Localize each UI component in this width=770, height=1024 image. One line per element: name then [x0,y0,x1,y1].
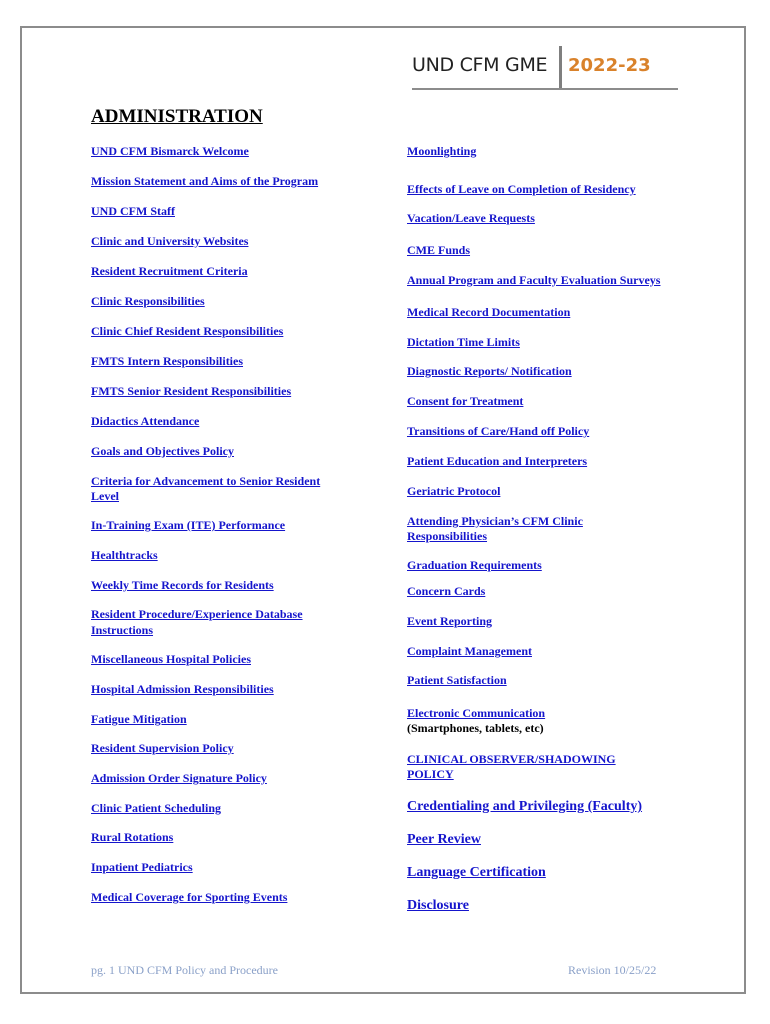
link-vacation-leave[interactable]: Vacation/Leave Requests [407,211,535,225]
header-title: UND CFM GME [412,54,548,76]
link-hospital-admission[interactable]: Hospital Admission Responsibilities [91,682,274,696]
link-admission-order-signature[interactable]: Admission Order Signature Policy [91,771,267,785]
link-criteria-advancement-line2[interactable]: Level [91,489,119,503]
link-clinical-observer-line2[interactable]: POLICY [407,767,454,781]
link-fmts-senior-resident[interactable]: FMTS Senior Resident Responsibilities [91,384,292,398]
link-inpatient-pediatrics[interactable]: Inpatient Pediatrics [91,860,193,874]
link-patient-education[interactable]: Patient Education and Interpreters [407,454,588,468]
link-clinic-chief-resident[interactable]: Clinic Chief Resident Responsibilities [91,324,284,338]
link-und-cfm-bismarck-welcome[interactable]: UND CFM Bismarck Welcome [91,144,249,158]
link-disclosure[interactable]: Disclosure [407,898,469,913]
link-diagnostic-reports[interactable]: Diagnostic Reports/ Notification [407,364,572,378]
link-consent-for-treatment[interactable]: Consent for Treatment [407,394,524,408]
link-transitions-of-care[interactable]: Transitions of Care/Hand off Policy [407,424,590,438]
link-goals-objectives[interactable]: Goals and Objectives Policy [91,444,234,458]
link-misc-hospital-policies[interactable]: Miscellaneous Hospital Policies [91,652,251,666]
link-dictation-time-limits[interactable]: Dictation Time Limits [407,335,520,349]
link-fmts-intern[interactable]: FMTS Intern Responsibilities [91,354,244,368]
link-language-certification[interactable]: Language Certification [407,865,546,880]
link-effects-of-leave[interactable]: Effects of Leave on Completion of Residency [407,182,636,196]
link-event-reporting[interactable]: Event Reporting [407,614,492,628]
link-criteria-advancement[interactable]: Criteria for Advancement to Senior Resident [91,474,321,488]
document-page [20,26,746,994]
link-rural-rotations[interactable]: Rural Rotations [91,830,174,844]
link-clinic-patient-scheduling[interactable]: Clinic Patient Scheduling [91,801,222,815]
footer-page-label: pg. 1 UND CFM Policy and Procedure [91,963,278,977]
link-concern-cards[interactable]: Concern Cards [407,584,486,598]
link-und-cfm-staff[interactable]: UND CFM Staff [91,204,175,218]
link-medical-coverage-sporting[interactable]: Medical Coverage for Sporting Events [91,890,288,904]
link-weekly-time-records[interactable]: Weekly Time Records for Residents [91,578,274,592]
link-annual-program-evaluation[interactable]: Annual Program and Faculty Evaluation Surveys [407,273,661,287]
link-clinical-observer[interactable]: CLINICAL OBSERVER/SHADOWING [407,752,616,766]
header-rule [412,88,678,90]
section-title: ADMINISTRATION [91,106,263,127]
link-moonlighting[interactable]: Moonlighting [407,144,477,158]
link-patient-satisfaction[interactable]: Patient Satisfaction [407,673,507,687]
link-resident-supervision[interactable]: Resident Supervision Policy [91,741,234,755]
link-graduation-requirements[interactable]: Graduation Requirements [407,558,542,572]
link-peer-review[interactable]: Peer Review [407,832,481,847]
link-attending-physician[interactable]: Attending Physician’s CFM Clinic [407,514,583,528]
header-divider [559,46,562,88]
link-cme-funds[interactable]: CME Funds [407,243,471,257]
link-attending-physician-line2[interactable]: Responsibilities [407,529,488,543]
link-in-training-exam[interactable]: In-Training Exam (ITE) Performance [91,518,286,532]
footer-revision: Revision 10/25/22 [568,963,657,977]
link-fatigue-mitigation[interactable]: Fatigue Mitigation [91,712,187,726]
link-electronic-communication[interactable]: Electronic Communication [407,706,546,720]
link-clinic-university-websites[interactable]: Clinic and University Websites [91,234,249,248]
link-didactics-attendance[interactable]: Didactics Attendance [91,414,200,428]
link-resident-procedure-database[interactable]: Resident Procedure/Experience Database [91,607,303,621]
link-resident-procedure-database-line2[interactable]: Instructions [91,623,154,637]
link-complaint-management[interactable]: Complaint Management [407,644,532,658]
header-year: 2022-23 [568,55,651,76]
link-clinic-responsibilities[interactable]: Clinic Responsibilities [91,294,205,308]
link-geriatric-protocol[interactable]: Geriatric Protocol [407,484,501,498]
link-healthtracks[interactable]: Healthtracks [91,548,158,562]
link-credentialing-privileging[interactable]: Credentialing and Privileging (Faculty) [407,799,643,814]
link-medical-record-documentation[interactable]: Medical Record Documentation [407,305,571,319]
electronic-communication-note: (Smartphones, tablets, etc) [407,721,544,735]
link-resident-recruitment-criteria[interactable]: Resident Recruitment Criteria [91,264,248,278]
link-mission-statement[interactable]: Mission Statement and Aims of the Program [91,174,319,188]
